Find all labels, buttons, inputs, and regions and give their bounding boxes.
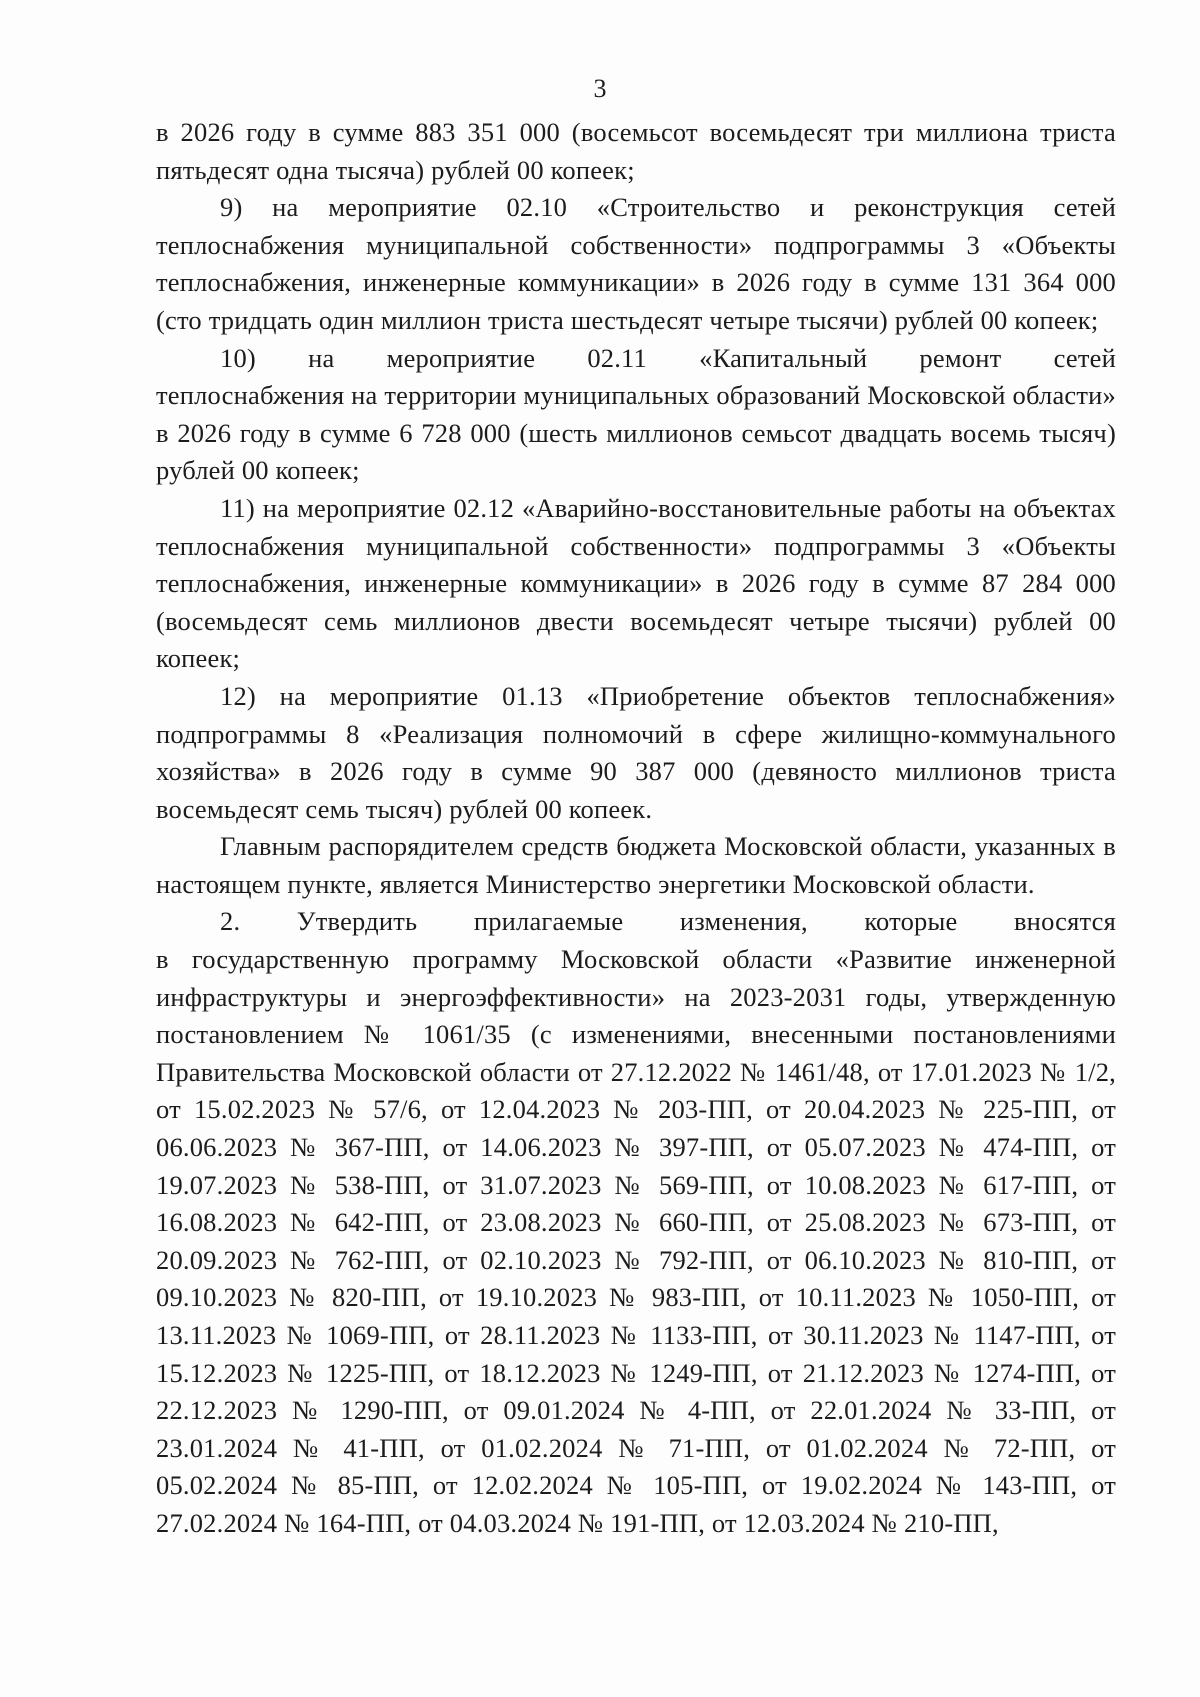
paragraph-continuation: в 2026 году в сумме 883 351 000 (восемьсот восемьдесят три миллиона триста пятьдесят одна тысяча) рублей 00 копеек; xyxy=(156,117,1116,185)
word: прилагаемые xyxy=(473,906,624,937)
paragraph-item-12: 12) на мероприятие 01.13 «Приобретение объектов теплоснабжения» подпрограммы 8 «Реализация полномочий в сфере жилищно-коммунального хозяйства» в 2026 году в сумме 90 387 000 (девяносто миллионов триста восемьдесят семь тысяч) рублей 00 копеек. xyxy=(156,680,1116,824)
paragraph-item-2 xyxy=(156,903,1116,1542)
paragraph-item-11: 11) на мероприятие 02.12 «Аварийно-восстановительные работы на объектах теплоснабжения муниципальной собственности» подпрограммы 3 «Объекты теплоснабжения, инженерные коммуникации» в 2026 году в сумме 87 284 000 (восемьдесят семь миллионов двести восемьдесят четыре тысячи) рублей 00 копеек; xyxy=(156,492,1116,674)
word: 02.11 xyxy=(587,342,647,373)
word: 2. xyxy=(220,906,241,937)
word: вносятся xyxy=(1013,906,1116,937)
paragraph-main-distributor: Главным распорядителем средств бюджета Московской области, указанных в настоящем пункте, является Министерство энергетики Московской области. xyxy=(156,831,1116,899)
paragraph-item-2-rest: в государственную программу Московской области «Развитие инженерной инфраструктуры и энергоэффективности» на 2023-2031 годы, утвержденную постановлением № 1061/35 (с изменениями, внесенными постановлениями Правительства Московской области от 27.12.2022 № 1461/48, от 17.01.2023 № 1/2, от 15.02.2023 № 57/6, от 12.04.2023 № 203-ПП, от 20.04.2023 № 225-ПП, от 06.06.2023 № 367-ПП, от 14.06.2023 № 397-ПП, от 05.07.2023 № 474-ПП, от 19.07.2023 № 538-ПП, от 31.07.2023 № 569-ПП, от 10.08.2023 № 617-ПП, от 16.08.2023 № 642-ПП, от 23.08.2023 № 660-ПП, от 25.08.2023 № 673-ПП, от 20.09.2023 № 762-ПП, от 02.10.2023 № 792-ПП, от 06.10.2023 № 810-ПП, от 09.10.2023 № 820-ПП, от 19.10.2023 № 983-ПП, от 10.11.2023 № 1050-ПП, от 13.11.2023 № 1069-ПП, от 28.11.2023 № 1133-ПП, от 30.11.2023 № 1147-ПП, от 15.12.2023 № 1225-ПП, от 18.12.2023 № 1249-ПП, от 21.12.2023 № 1274-ПП, от 22.12.2023 № 1290-ПП, от 09.01.2024 № 4-ПП, от 22.01.2024 № 33-ПП, от 23.01.2024 № 41-ПП, от 01.02.2024 № 71-ПП, от 01.02.2024 № 72-ПП, от 05.02.2024 № 85-ПП, от 12.02.2024 № 105-ПП, от 19.02.2024 № 143-ПП, от 27.02.2024 № 164-ПП, от 04.03.2024 № 191-ПП, от 12.03.2024 № 210-ПП, xyxy=(156,944,1116,1538)
word: «Капитальный xyxy=(699,342,868,373)
document-body xyxy=(156,114,1116,1543)
word: Утвердить xyxy=(296,906,418,937)
paragraph-item-2-first-line xyxy=(156,903,1116,941)
page-number: 3 xyxy=(593,74,607,103)
word: мероприятие xyxy=(386,342,536,373)
word: на xyxy=(308,342,335,373)
paragraph-item-10-rest: теплоснабжения на территории муниципальных образований Московской области» в 2026 году в сумме 6 728 000 (шесть миллионов семьсот двадцать восемь тысяч) рублей 00 копеек; xyxy=(156,380,1116,486)
word: 10) xyxy=(220,342,256,373)
paragraph-item-10-first-line xyxy=(156,340,1116,378)
word: сетей xyxy=(1053,342,1116,373)
word: которые xyxy=(864,906,958,937)
paragraph-item-10 xyxy=(156,340,1116,490)
word: изменения, xyxy=(679,906,808,937)
paragraph-item-9: 9) на мероприятие 02.10 «Строительство и реконструкция сетей теплоснабжения муниципальной собственности» подпрограммы 3 «Объекты теплоснабжения, инженерные коммуникации» в 2026 году в сумме 131 364 000 (сто тридцать один миллион триста шестьдесят четыре тысячи) рублей 00 копеек; xyxy=(156,192,1116,335)
word: ремонт xyxy=(919,342,1002,373)
